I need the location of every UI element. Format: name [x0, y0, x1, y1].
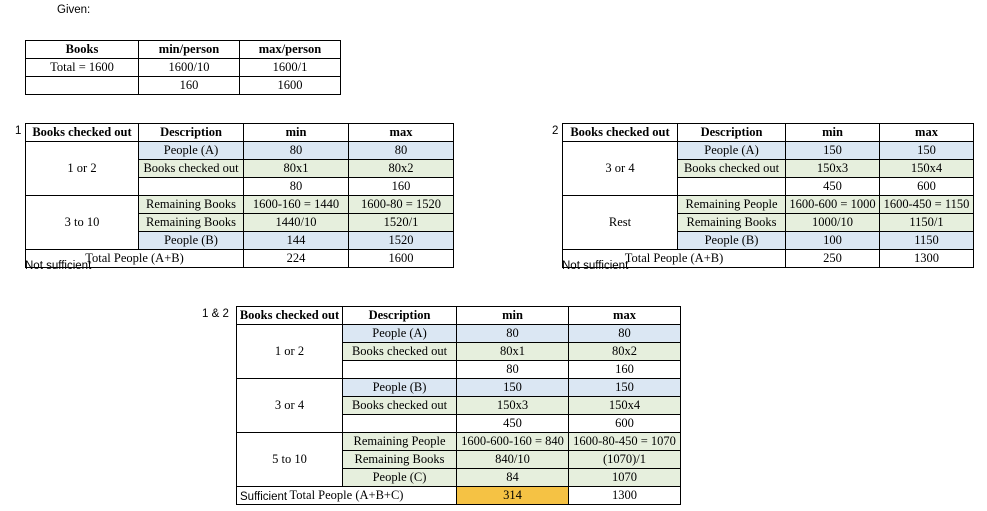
t1-desc: Remaining Books	[139, 214, 244, 232]
t3-desc: Books checked out	[343, 397, 457, 415]
t3-total-label: Total People (A+B+C)	[237, 487, 457, 505]
t2-desc	[678, 178, 786, 196]
table-row	[237, 325, 681, 343]
t3-min: 80	[457, 361, 569, 379]
given-cell-max-value: 1600	[240, 77, 341, 95]
table-row	[237, 487, 681, 505]
t2-min: 1600-600 = 1000	[786, 196, 880, 214]
combined-index: 1 & 2	[202, 308, 229, 320]
t1-max: 160	[349, 178, 454, 196]
table-row	[26, 77, 341, 95]
table-row	[26, 59, 341, 77]
t3-min: 450	[457, 415, 569, 433]
given-cell-empty	[26, 77, 139, 95]
table-row	[237, 379, 681, 397]
t2-total-label: Total People (A+B)	[563, 250, 786, 268]
t3-min: 80x1	[457, 343, 569, 361]
t1-header-description: Description	[139, 124, 244, 142]
given-header-min: min/person	[139, 41, 240, 59]
t1-header-min: min	[244, 124, 349, 142]
t3-group-1or2: 1 or 2	[237, 325, 343, 379]
given-cell-total: Total = 1600	[26, 59, 139, 77]
t3-desc	[343, 361, 457, 379]
t2-max: 1150/1	[880, 214, 974, 232]
given-cell-max-formula: 1600/1	[240, 59, 341, 77]
statement-2-index: 2	[552, 125, 559, 137]
t3-total-min: 314	[457, 487, 569, 505]
given-header-max: max/person	[240, 41, 341, 59]
t2-header-max: max	[880, 124, 974, 142]
given-table	[25, 40, 341, 95]
t2-desc: People (B)	[678, 232, 786, 250]
t3-header-description: Description	[343, 307, 457, 325]
t2-desc: People (A)	[678, 142, 786, 160]
t3-min: 150x3	[457, 397, 569, 415]
table-row	[237, 433, 681, 451]
t1-total-max: 1600	[349, 250, 454, 268]
t2-desc: Books checked out	[678, 160, 786, 178]
t1-min: 80x1	[244, 160, 349, 178]
t2-header-min: min	[786, 124, 880, 142]
t1-min: 80	[244, 142, 349, 160]
t1-desc: Books checked out	[139, 160, 244, 178]
t2-total-min: 250	[786, 250, 880, 268]
t3-desc: People (A)	[343, 325, 457, 343]
t2-max: 150	[880, 142, 974, 160]
t1-max: 1520	[349, 232, 454, 250]
combined-table	[236, 306, 681, 505]
t3-desc: Remaining People	[343, 433, 457, 451]
t3-max: (1070)/1	[569, 451, 681, 469]
t2-group-3or4: 3 or 4	[563, 142, 678, 196]
t3-header-max: max	[569, 307, 681, 325]
t1-desc	[139, 178, 244, 196]
table-row	[26, 196, 454, 214]
table-row	[563, 142, 974, 160]
t3-desc: People (C)	[343, 469, 457, 487]
t1-desc: Remaining Books	[139, 196, 244, 214]
given-header-books: Books	[26, 41, 139, 59]
t3-max: 1070	[569, 469, 681, 487]
t2-max: 1150	[880, 232, 974, 250]
table-row	[563, 124, 974, 142]
t3-max: 600	[569, 415, 681, 433]
statement-2-table	[562, 123, 974, 268]
t2-min: 100	[786, 232, 880, 250]
table-row	[237, 307, 681, 325]
t1-header-books: Books checked out	[26, 124, 139, 142]
t2-max: 150x4	[880, 160, 974, 178]
t2-header-description: Description	[678, 124, 786, 142]
given-cell-min-value: 160	[139, 77, 240, 95]
statement-1-index: 1	[15, 125, 22, 137]
t1-min: 144	[244, 232, 349, 250]
t2-max: 1600-450 = 1150	[880, 196, 974, 214]
t1-group-1or2: 1 or 2	[26, 142, 139, 196]
given-label: Given:	[57, 4, 91, 16]
statement-1-conclusion: Not sufficient	[25, 260, 92, 272]
t3-min: 80	[457, 325, 569, 343]
t2-min: 150x3	[786, 160, 880, 178]
t1-group-3to10: 3 to 10	[26, 196, 139, 250]
t3-desc: Remaining Books	[343, 451, 457, 469]
statement-2-conclusion: Not sufficient	[562, 260, 629, 272]
combined-conclusion: Sufficient	[240, 491, 288, 503]
t3-max: 80	[569, 325, 681, 343]
t3-min: 840/10	[457, 451, 569, 469]
t1-header-max: max	[349, 124, 454, 142]
t2-desc: Remaining Books	[678, 214, 786, 232]
t2-min: 150	[786, 142, 880, 160]
t2-min: 450	[786, 178, 880, 196]
t2-header-books: Books checked out	[563, 124, 678, 142]
t1-max: 80	[349, 142, 454, 160]
t3-header-books: Books checked out	[237, 307, 343, 325]
table-row	[563, 196, 974, 214]
t1-min: 1600-160 = 1440	[244, 196, 349, 214]
t3-max: 150	[569, 379, 681, 397]
t2-min: 1000/10	[786, 214, 880, 232]
t3-desc	[343, 415, 457, 433]
t3-total-max: 1300	[569, 487, 681, 505]
t3-desc: People (B)	[343, 379, 457, 397]
t2-group-rest: Rest	[563, 196, 678, 250]
t3-min: 1600-600-160 = 840	[457, 433, 569, 451]
given-cell-min-formula: 1600/10	[139, 59, 240, 77]
t3-group-5to10: 5 to 10	[237, 433, 343, 487]
t3-min: 150	[457, 379, 569, 397]
t3-max: 80x2	[569, 343, 681, 361]
t1-desc: People (B)	[139, 232, 244, 250]
t1-min: 80	[244, 178, 349, 196]
t3-min: 84	[457, 469, 569, 487]
t3-max: 160	[569, 361, 681, 379]
t3-max: 1600-80-450 = 1070	[569, 433, 681, 451]
t3-desc: Books checked out	[343, 343, 457, 361]
table-row	[26, 124, 454, 142]
t3-group-3or4: 3 or 4	[237, 379, 343, 433]
t1-max: 1600-80 = 1520	[349, 196, 454, 214]
statement-1-table	[25, 123, 454, 268]
t1-min: 1440/10	[244, 214, 349, 232]
table-row	[26, 41, 341, 59]
t2-desc: Remaining People	[678, 196, 786, 214]
table-row	[26, 142, 454, 160]
t1-max: 80x2	[349, 160, 454, 178]
t2-total-max: 1300	[880, 250, 974, 268]
t1-total-label: Total People (A+B)	[26, 250, 244, 268]
t1-total-min: 224	[244, 250, 349, 268]
t1-max: 1520/1	[349, 214, 454, 232]
t2-max: 600	[880, 178, 974, 196]
t3-max: 150x4	[569, 397, 681, 415]
t3-header-min: min	[457, 307, 569, 325]
t1-desc: People (A)	[139, 142, 244, 160]
